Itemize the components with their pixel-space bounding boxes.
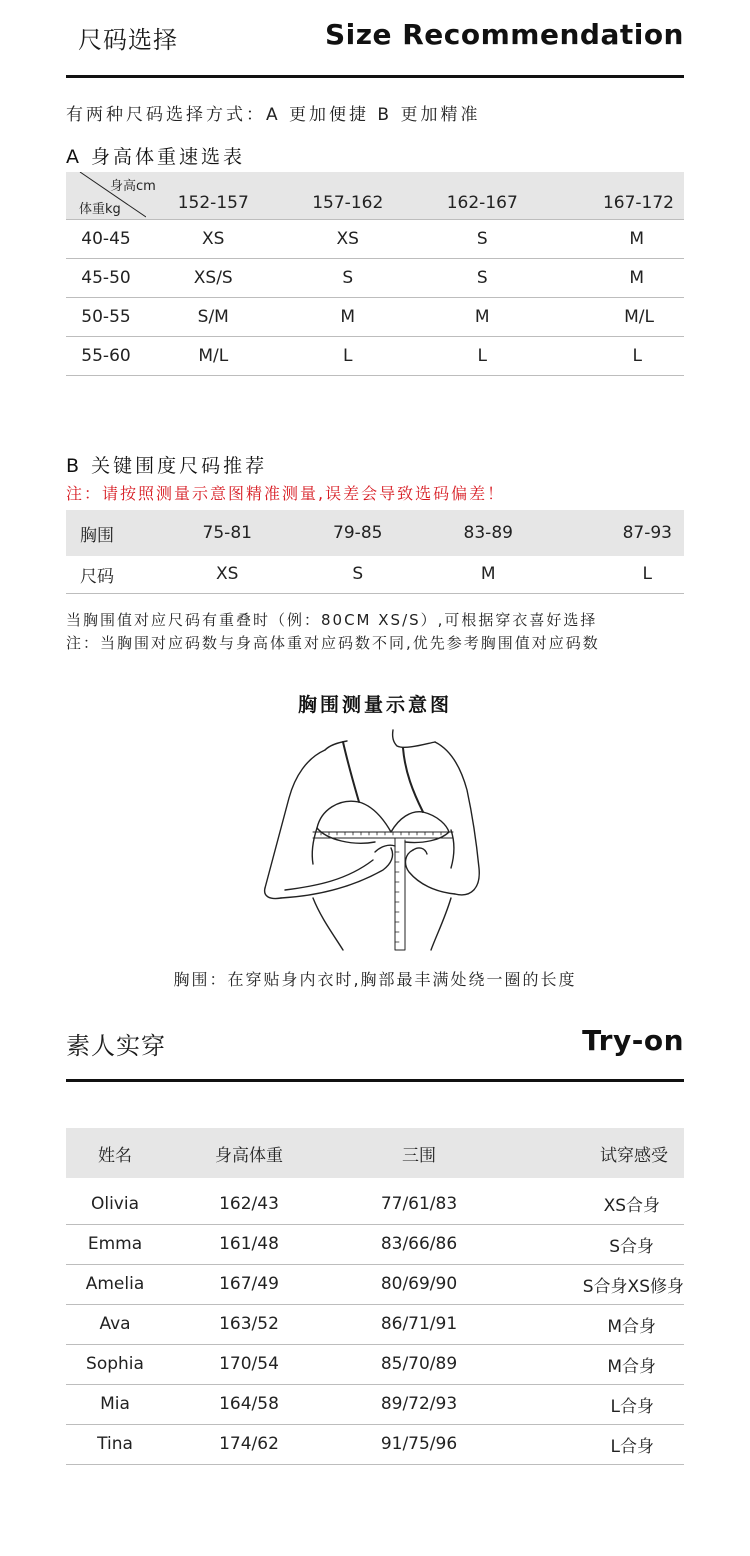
size-value: M <box>423 556 554 593</box>
bust-value: 79-85 <box>293 510 424 556</box>
fit-cell: S合身XS修身 <box>504 1264 684 1304</box>
fit-cell: M合身 <box>504 1304 684 1344</box>
fit-cell: M合身 <box>504 1344 684 1384</box>
measurements-cell: 85/70/89 <box>334 1344 504 1384</box>
height-header: 162-167 <box>415 172 550 220</box>
name-cell: Emma <box>66 1224 164 1264</box>
name-cell: Mia <box>66 1384 164 1424</box>
table-row <box>66 1424 684 1464</box>
page-title-en: Size Recommendation <box>324 18 684 51</box>
name-cell: Olivia <box>66 1184 164 1224</box>
size-cell: S <box>415 220 550 259</box>
bust-value: 83-89 <box>423 510 554 556</box>
tryon-divider <box>66 1079 684 1082</box>
name-cell: Amelia <box>66 1264 164 1304</box>
size-cell: M/L <box>550 298 685 337</box>
measurements-cell: 89/72/93 <box>334 1384 504 1424</box>
table-header-row <box>66 172 684 220</box>
height-header: 157-162 <box>281 172 416 220</box>
height-weight-cell: 167/49 <box>164 1264 334 1304</box>
bust-size-table <box>66 510 684 594</box>
height-header: 152-157 <box>146 172 281 220</box>
size-cell: XS <box>281 220 416 259</box>
table-corner-cell <box>66 172 156 220</box>
measurements-cell: 77/61/83 <box>334 1184 504 1224</box>
page-title: 尺码选择 <box>78 26 178 54</box>
size-value: L <box>554 556 685 593</box>
fit-cell: XS合身 <box>504 1184 684 1224</box>
bust-label: 胸围 <box>66 510 162 556</box>
size-value: XS <box>162 556 293 593</box>
height-weight-cell: 161/48 <box>164 1224 334 1264</box>
height-weight-cell: 163/52 <box>164 1304 334 1344</box>
section-b-title: B 关键围度尺码推荐 <box>66 455 268 477</box>
weight-cell: 50-55 <box>66 298 146 337</box>
height-weight-cell: 174/62 <box>164 1424 334 1464</box>
table-row <box>66 1384 684 1424</box>
height-weight-cell: 162/43 <box>164 1184 334 1224</box>
size-cell: S/M <box>146 298 281 337</box>
table-row <box>66 1264 684 1304</box>
weight-cell: 55-60 <box>66 337 146 376</box>
measurement-warning: 注：请按照测量示意图精准测量,误差会导致选码偏差！ <box>66 484 506 503</box>
table-row <box>66 1184 684 1224</box>
table-row <box>66 1344 684 1384</box>
tryon-title-en: Try-on <box>582 1024 684 1057</box>
bust-row <box>66 510 684 556</box>
table-header-row <box>66 1128 684 1178</box>
weight-unit-label: 体重kg <box>79 202 121 217</box>
fit-cell: L合身 <box>504 1424 684 1464</box>
fit-cell: L合身 <box>504 1384 684 1424</box>
height-weight-cell: 164/58 <box>164 1384 334 1424</box>
tryon-title: 素人实穿 <box>66 1032 166 1060</box>
size-cell: L <box>281 337 416 376</box>
weight-cell: 45-50 <box>66 259 146 298</box>
name-cell: Tina <box>66 1424 164 1464</box>
size-value: S <box>293 556 424 593</box>
size-cell: M/L <box>146 337 281 376</box>
name-cell: Sophia <box>66 1344 164 1384</box>
bust-value: 75-81 <box>162 510 293 556</box>
bust-value: 87-93 <box>554 510 685 556</box>
table-row <box>66 1224 684 1264</box>
size-cell: S <box>281 259 416 298</box>
size-cell: S <box>415 259 550 298</box>
intro-text: 有两种尺码选择方式：A 更加便捷 B 更加精准 <box>66 105 481 125</box>
size-cell: M <box>281 298 416 337</box>
size-cell: XS <box>146 220 281 259</box>
diagram-caption: 胸围：在穿贴身内衣时,胸部最丰满处绕一圈的长度 <box>173 970 577 989</box>
size-label: 尺码 <box>66 556 162 593</box>
bust-measurement-illustration <box>255 728 485 960</box>
size-cell: M <box>550 259 685 298</box>
measurements-cell: 80/69/90 <box>334 1264 504 1304</box>
section-a-title: A 身高体重速选表 <box>66 146 246 168</box>
size-cell: L <box>550 337 685 376</box>
weight-cell: 40-45 <box>66 220 146 259</box>
height-weight-table <box>66 172 684 376</box>
table-row <box>66 298 684 337</box>
measurements-cell: 83/66/86 <box>334 1224 504 1264</box>
size-cell: XS/S <box>146 259 281 298</box>
size-row <box>66 556 684 593</box>
diagram-title: 胸围测量示意图 <box>297 694 452 716</box>
header-divider <box>66 75 684 78</box>
fit-cell: S合身 <box>504 1224 684 1264</box>
table-row <box>66 220 684 259</box>
column-header: 试穿感受 <box>504 1128 684 1178</box>
measurements-cell: 86/71/91 <box>334 1304 504 1344</box>
column-header: 身高体重 <box>164 1128 334 1178</box>
name-cell: Ava <box>66 1304 164 1344</box>
height-unit-label: 身高cm <box>110 179 156 194</box>
height-weight-cell: 170/54 <box>164 1344 334 1384</box>
table-row <box>66 259 684 298</box>
column-header: 姓名 <box>66 1128 164 1178</box>
table-row <box>66 1304 684 1344</box>
size-cell: M <box>415 298 550 337</box>
measurements-cell: 91/75/96 <box>334 1424 504 1464</box>
overlap-note: 当胸围值对应尺码有重叠时（例：80CM XS/S）,可根据穿衣喜好选择 <box>66 611 598 629</box>
column-header: 三围 <box>334 1128 504 1178</box>
table-row <box>66 337 684 376</box>
size-cell: M <box>550 220 685 259</box>
size-cell: L <box>415 337 550 376</box>
tryon-table <box>66 1128 684 1465</box>
priority-note: 注：当胸围对应码数与身高体重对应码数不同,优先参考胸围值对应码数 <box>66 634 600 652</box>
height-header: 167-172 <box>550 172 685 220</box>
